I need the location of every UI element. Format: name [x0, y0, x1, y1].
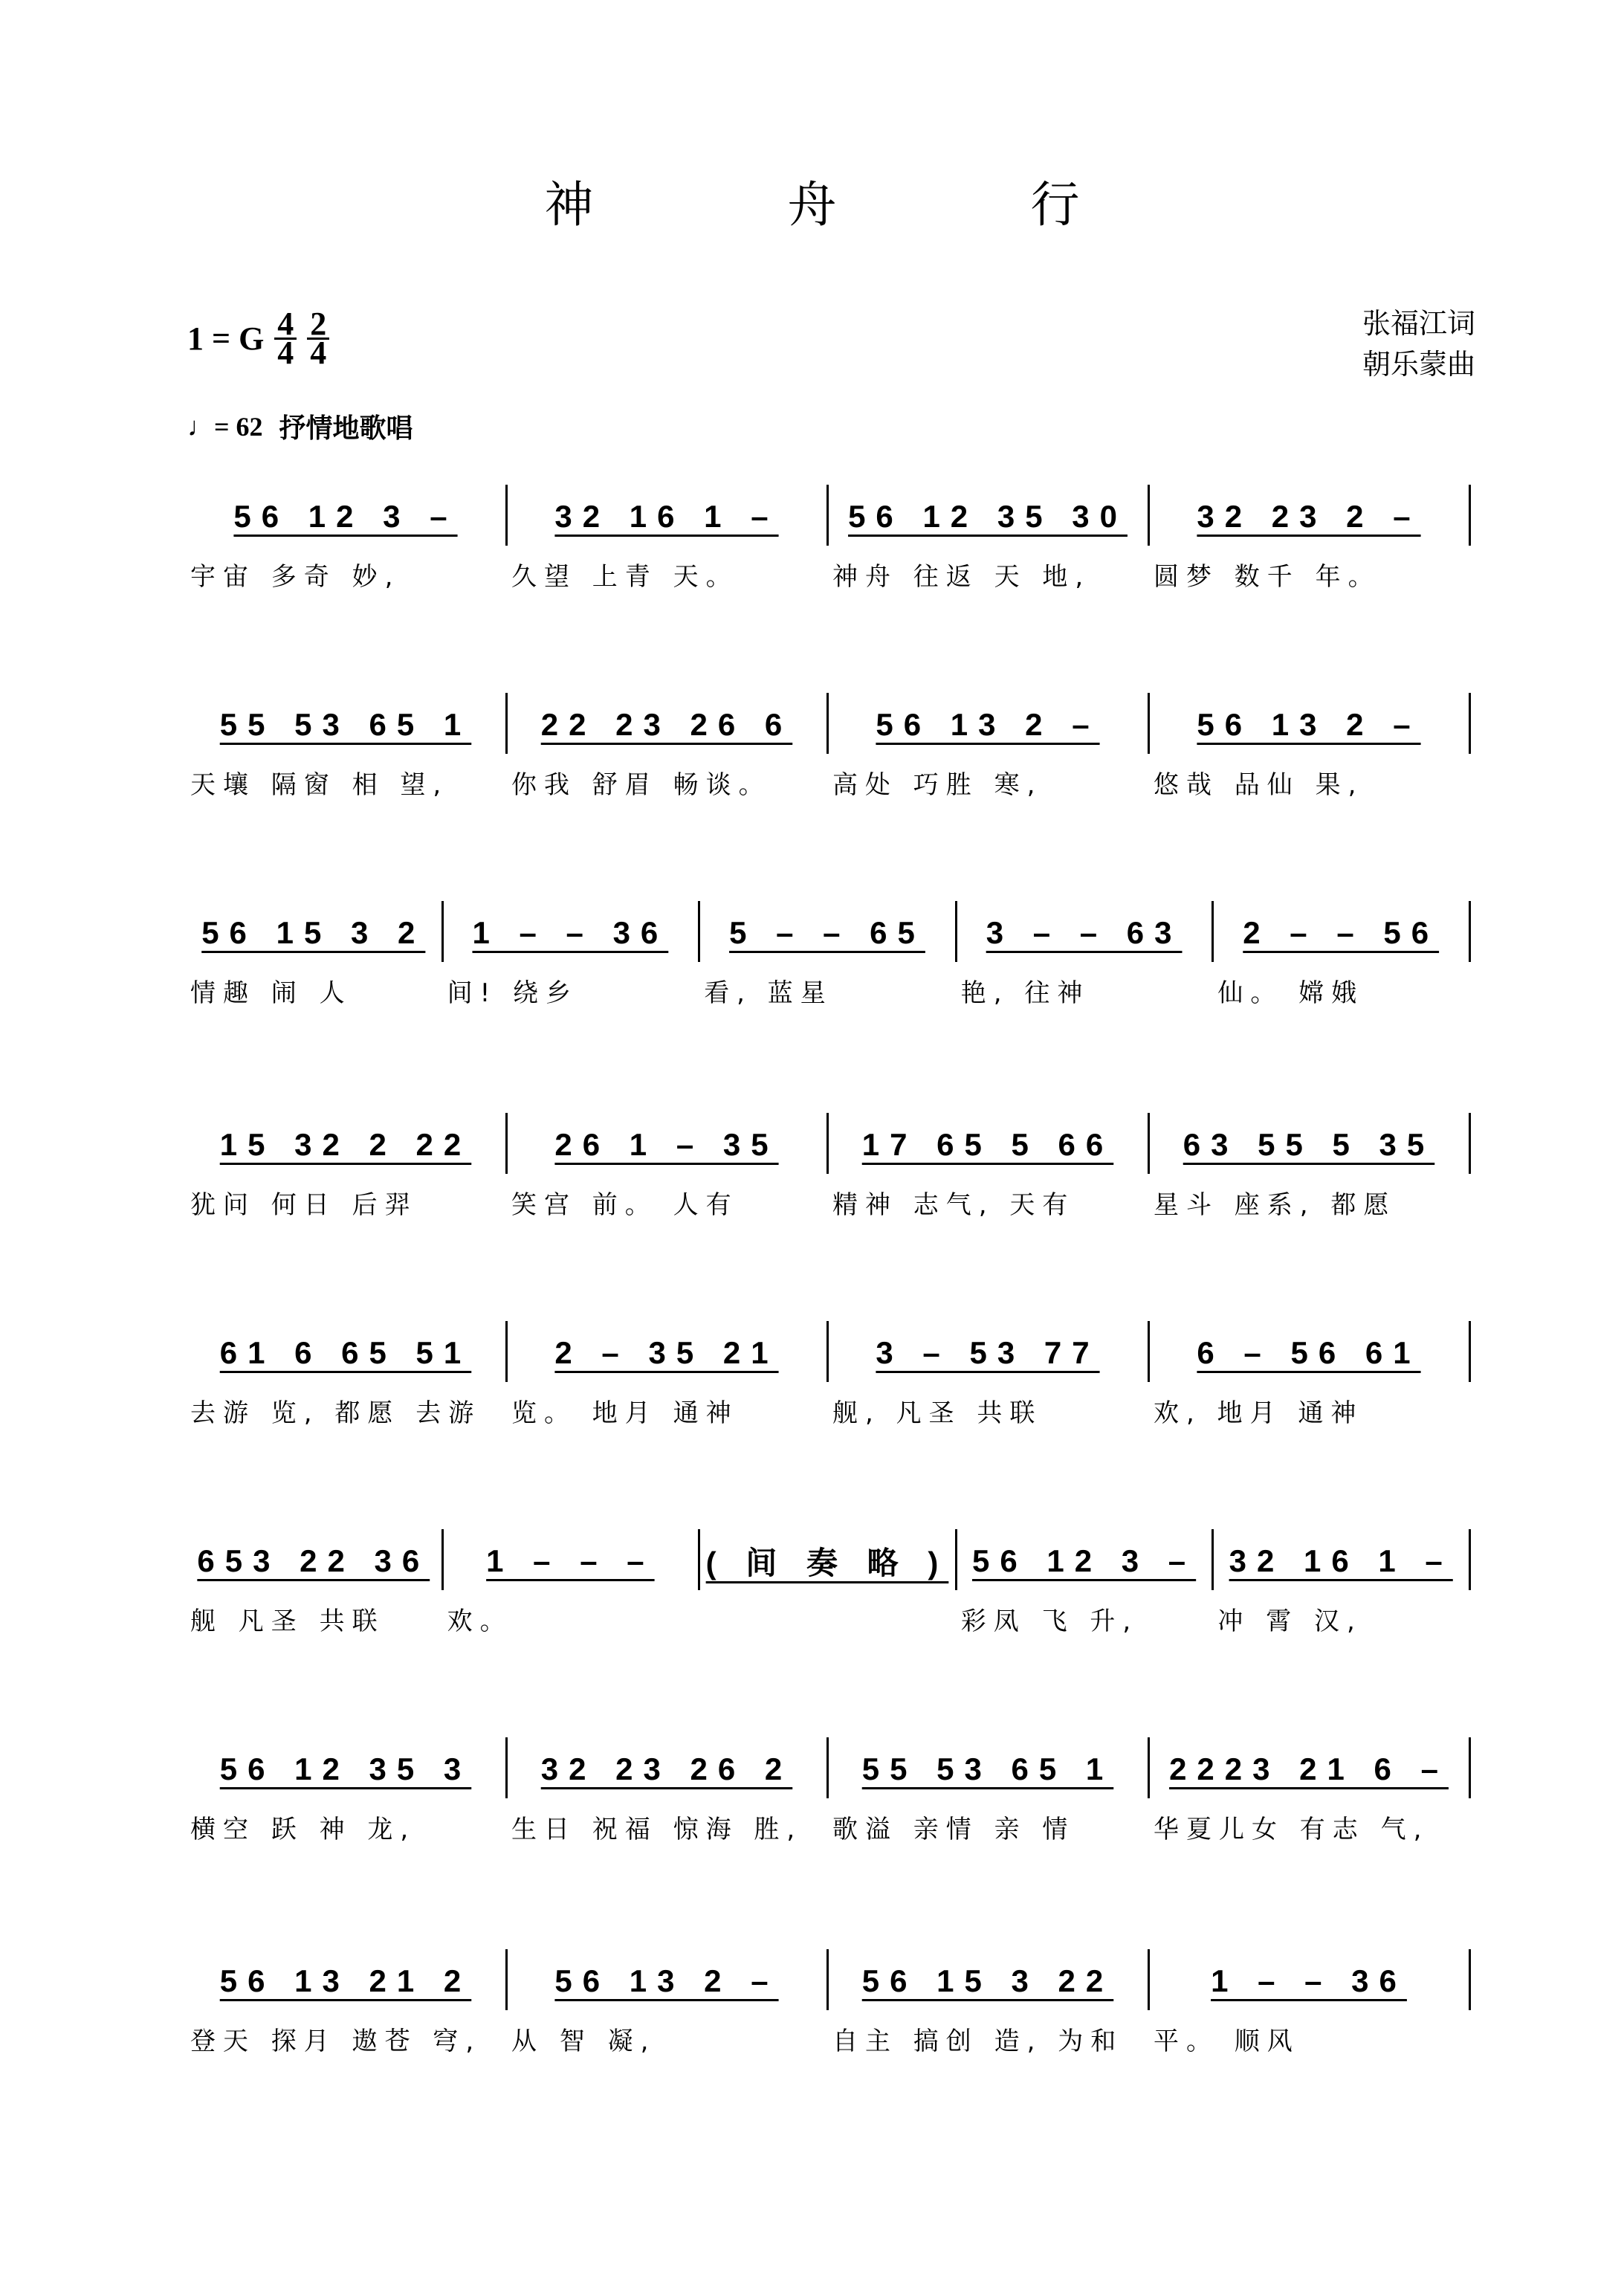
measure [1214, 1535, 1467, 1636]
measure [958, 907, 1211, 1008]
barline [826, 1737, 829, 1798]
measure [187, 1743, 504, 1844]
measure [1151, 1119, 1467, 1220]
measure-lyrics: 宇宙 多奇 妙, [190, 562, 401, 592]
barline [1148, 693, 1150, 754]
measure-lyrics: 彩凤 飞 升, [960, 1607, 1139, 1636]
measure-lyrics: 舰 凡圣 共联 [190, 1607, 385, 1636]
measure [444, 1535, 697, 1636]
time-signature-2: $\frac{2}{4}$ [307, 311, 329, 366]
measure [1151, 1743, 1467, 1844]
score-system [187, 1119, 1472, 1230]
measure-notes: 6 – 56 61 [1197, 1335, 1421, 1370]
barline [1148, 1113, 1150, 1174]
measure [829, 1743, 1146, 1844]
score-system [187, 1535, 1472, 1647]
measure-notes: 32 16 1 – [554, 499, 779, 534]
measure-lyrics: 笑宫 前。 人有 [511, 1190, 739, 1220]
barline [826, 1113, 829, 1174]
measure-lyrics: 冲 霄 汉, [1217, 1607, 1362, 1636]
measure [1151, 491, 1467, 592]
barline [1469, 485, 1471, 546]
measure-lyrics: 看, 蓝星 [704, 978, 833, 1008]
measure-notes: 26 1 – 35 [554, 1127, 779, 1162]
measure-lyrics: 情趣 闹 人 [190, 978, 352, 1008]
score-system [187, 1327, 1472, 1438]
barline [1148, 485, 1150, 546]
barline [441, 901, 444, 962]
measure-lyrics: 星斗 座系, 都愿 [1154, 1190, 1397, 1220]
barline [505, 1737, 508, 1798]
measure-lyrics: 横空 跃 神 龙, [190, 1815, 416, 1844]
measure-notes: 5 – – 65 [729, 915, 925, 950]
barline [1148, 1949, 1150, 2010]
measure-notes: 63 55 5 35 [1183, 1127, 1435, 1162]
barline [1469, 1113, 1471, 1174]
measure [187, 1119, 504, 1220]
measure-notes: 2223 21 6 – [1169, 1751, 1449, 1786]
measure [187, 699, 504, 800]
barline [1148, 1321, 1150, 1382]
measure-lyrics: 仙。 嫦娥 [1217, 978, 1365, 1008]
score-system [187, 699, 1472, 810]
measure [508, 1327, 825, 1428]
barline [1211, 1529, 1214, 1590]
barline [1469, 1949, 1471, 2010]
lyricist: 张福江词 [1362, 307, 1475, 340]
measure-lyrics: 间! 绕乡 [447, 978, 579, 1008]
measure-lyrics: 犹问 何日 后羿 [190, 1190, 418, 1220]
key-signature [187, 306, 329, 371]
composer: 朝乐蒙曲 [1362, 348, 1475, 381]
barline [1469, 693, 1471, 754]
quarter-note-icon: ♩ [187, 411, 214, 442]
expression-marking: 抒情地歌唱 [279, 413, 413, 444]
measure-notes: 32 23 2 – [1197, 499, 1421, 534]
measure [701, 907, 954, 1008]
measure-notes: 3 – 53 77 [876, 1335, 1100, 1370]
measure-notes: 3 – – 63 [986, 915, 1183, 950]
barline [1469, 1529, 1471, 1590]
measure-notes: 56 12 35 3 [219, 1751, 472, 1786]
measure-notes: 56 12 3 – [972, 1543, 1197, 1578]
score-system [187, 1955, 1472, 2067]
measure-notes: 15 32 2 22 [219, 1127, 472, 1162]
measure-notes: 32 23 26 2 [540, 1751, 793, 1786]
measure-notes: 653 22 36 [197, 1543, 430, 1578]
measure [508, 1119, 825, 1220]
barline [1211, 901, 1214, 962]
measure-notes: 56 13 2 – [1197, 707, 1421, 742]
measure [829, 1955, 1146, 2056]
barline [505, 693, 508, 754]
barline [1469, 1737, 1471, 1798]
measure [958, 1535, 1211, 1636]
measure-notes: 55 53 65 1 [219, 707, 472, 742]
measure-notes: 56 13 2 – [876, 707, 1100, 742]
barline [826, 1321, 829, 1382]
measure-lyrics: 从 智 凝, [511, 2027, 656, 2056]
barline [1148, 1737, 1150, 1798]
measure-notes: 1 – – 36 [1211, 1963, 1407, 1998]
barline [505, 1321, 508, 1382]
barline [505, 485, 508, 546]
measure-lyrics: 平。 顺风 [1154, 2027, 1300, 2056]
measure-notes: 17 65 5 66 [861, 1127, 1114, 1162]
measure [1151, 1955, 1467, 2056]
measure-lyrics: 天壤 隔窗 相 望, [190, 770, 449, 800]
measure [829, 699, 1146, 800]
credits [1362, 303, 1475, 385]
measure-notes: 61 6 65 51 [219, 1335, 472, 1370]
barline [826, 1949, 829, 2010]
measure [829, 1119, 1146, 1220]
barline [505, 1949, 508, 2010]
page-title: 神 舟 行 [544, 176, 1169, 233]
barline [698, 901, 700, 962]
barline [1469, 1321, 1471, 1382]
measure-lyrics: 高处 巧胜 寒, [832, 770, 1043, 800]
measure [508, 1955, 825, 2056]
tempo-value: = 62 [214, 411, 263, 442]
measure [1151, 699, 1467, 800]
measure-notes: 56 13 2 – [554, 1963, 779, 1998]
measure-lyrics: 欢, 地月 通神 [1154, 1398, 1364, 1428]
measure-lyrics: 悠哉 品仙 果, [1154, 770, 1364, 800]
barline [1469, 901, 1471, 962]
measure-lyrics: 艳, 往神 [960, 978, 1090, 1008]
measure-lyrics: 去游 览, 都愿 去游 [190, 1398, 482, 1428]
measure [508, 699, 825, 800]
measure-notes: 2 – 35 21 [554, 1335, 779, 1370]
barline [698, 1529, 700, 1590]
measure-notes: 22 23 26 6 [540, 707, 793, 742]
measure-lyrics: 登天 探月 遨苍 穹, [190, 2027, 482, 2056]
measure-lyrics: 精神 志气, 天有 [832, 1190, 1075, 1220]
measure [187, 1535, 440, 1636]
barline [441, 1529, 444, 1590]
measure-lyrics: 览。 地月 通神 [511, 1398, 739, 1428]
barline [955, 901, 957, 962]
measure-lyrics: 久望 上青 天。 [511, 562, 739, 592]
measure [187, 1955, 504, 2056]
measure-lyrics: 自主 搞创 造, 为和 [832, 2027, 1124, 2056]
barline [955, 1529, 957, 1590]
measure [829, 491, 1146, 592]
measure-notes: ( 间 奏 略 ) [705, 1546, 949, 1580]
measure [187, 907, 440, 1008]
measure-lyrics: 神舟 往返 天 地, [832, 562, 1091, 592]
measure-notes: 56 15 3 2 [201, 915, 426, 950]
measure-notes: 1 – – – [486, 1543, 655, 1578]
measure-notes: 56 12 3 – [233, 499, 458, 534]
score-system [187, 1743, 1472, 1855]
measure [508, 491, 825, 592]
measure-lyrics: 歌溢 亲情 亲 情 [832, 1815, 1075, 1844]
time-signature-1: $\frac{4}{4}$ [274, 311, 297, 366]
measure-lyrics: 舰, 凡圣 共联 [832, 1398, 1043, 1428]
measure-notes: 56 15 3 22 [861, 1963, 1114, 1998]
tempo-marking [187, 407, 413, 445]
measure [187, 1327, 504, 1428]
measure [444, 907, 697, 1008]
measure-notes: 56 12 35 30 [848, 499, 1128, 534]
measure-lyrics: 华夏儿女 有志 气, [1154, 1815, 1429, 1844]
barline [826, 693, 829, 754]
measure [1214, 907, 1467, 1008]
barline [505, 1113, 508, 1174]
measure-notes: 32 16 1 – [1229, 1543, 1453, 1578]
score-system [187, 491, 1472, 602]
measure [701, 1535, 954, 1593]
measure [187, 491, 504, 592]
measure [829, 1327, 1146, 1428]
score-system [187, 907, 1472, 1018]
measure [508, 1743, 825, 1844]
measure-lyrics: 你我 舒眉 畅谈。 [511, 770, 771, 800]
measure-notes: 1 – – 36 [472, 915, 669, 950]
measure-lyrics: 圆梦 数千 年。 [1154, 562, 1381, 592]
measure-lyrics: 欢。 [447, 1607, 513, 1636]
measure-lyrics: 生日 祝福 惊海 胜, [511, 1815, 803, 1844]
measure-notes: 2 – – 56 [1243, 915, 1440, 950]
barline [826, 485, 829, 546]
measure-notes: 55 53 65 1 [861, 1751, 1114, 1786]
measure [1151, 1327, 1467, 1428]
measure-notes: 56 13 21 2 [219, 1963, 472, 1998]
key-label: 1 = G [187, 320, 265, 357]
